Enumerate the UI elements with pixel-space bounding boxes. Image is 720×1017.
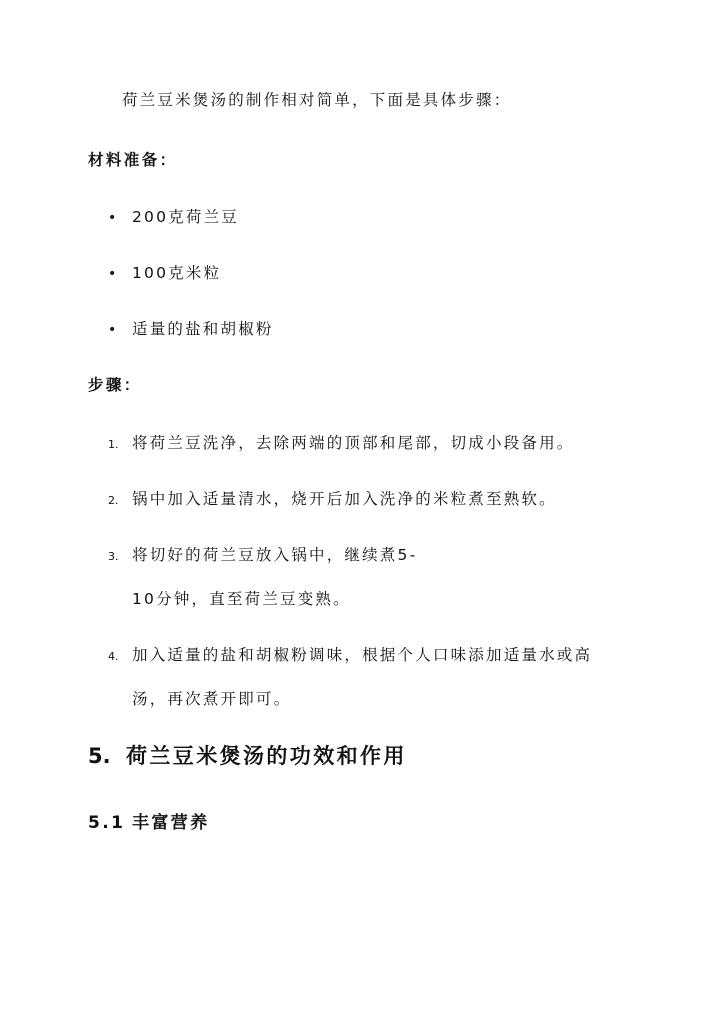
material-item-3: 适量的盐和胡椒粉 <box>132 320 274 338</box>
step-item <box>108 487 557 509</box>
bullet-icon: • <box>108 266 119 282</box>
step-text: 锅中加入适量清水，烧开后加入洗净的米粒煮至熟软。 <box>132 490 557 508</box>
bullet-icon: • <box>108 210 119 226</box>
step-text-continued: 10分钟，直至荷兰豆变熟。 <box>132 590 351 608</box>
step-text: 将荷兰豆洗净，去除两端的顶部和尾部，切成小段备用。 <box>132 434 575 452</box>
subsection-heading <box>88 808 210 833</box>
steps-heading: 步骤： <box>88 376 142 394</box>
list-item <box>108 317 274 339</box>
list-item <box>108 205 239 227</box>
step-item <box>108 543 417 565</box>
step-text: 将切好的荷兰豆放入锅中，继续煮5- <box>132 546 418 564</box>
section-heading <box>88 740 407 770</box>
materials-heading: 材料准备： <box>88 151 178 169</box>
material-item-2: 100克米粒 <box>132 264 222 282</box>
step-number: 3. <box>108 550 119 563</box>
subsection-title: 丰富营养 <box>132 813 210 833</box>
subsection-number: 5.1 <box>88 813 126 833</box>
step-text: 加入适量的盐和胡椒粉调味，根据个人口味添加适量水或高 <box>132 646 593 664</box>
step-number: 1. <box>108 438 119 451</box>
step-item <box>108 431 575 453</box>
step-number: 2. <box>108 494 119 507</box>
intro-paragraph: 荷兰豆米煲汤的制作相对简单，下面是具体步骤： <box>122 91 512 109</box>
section-number: 5. <box>88 744 111 768</box>
step-number: 4. <box>108 650 119 663</box>
list-item <box>108 261 221 283</box>
bullet-icon: • <box>108 322 119 338</box>
material-item-1: 200克荷兰豆 <box>132 208 239 226</box>
section-title: 荷兰豆米煲汤的功效和作用 <box>126 744 407 768</box>
step-text-continued: 汤，再次煮开即可。 <box>132 690 292 708</box>
step-item <box>108 643 592 665</box>
